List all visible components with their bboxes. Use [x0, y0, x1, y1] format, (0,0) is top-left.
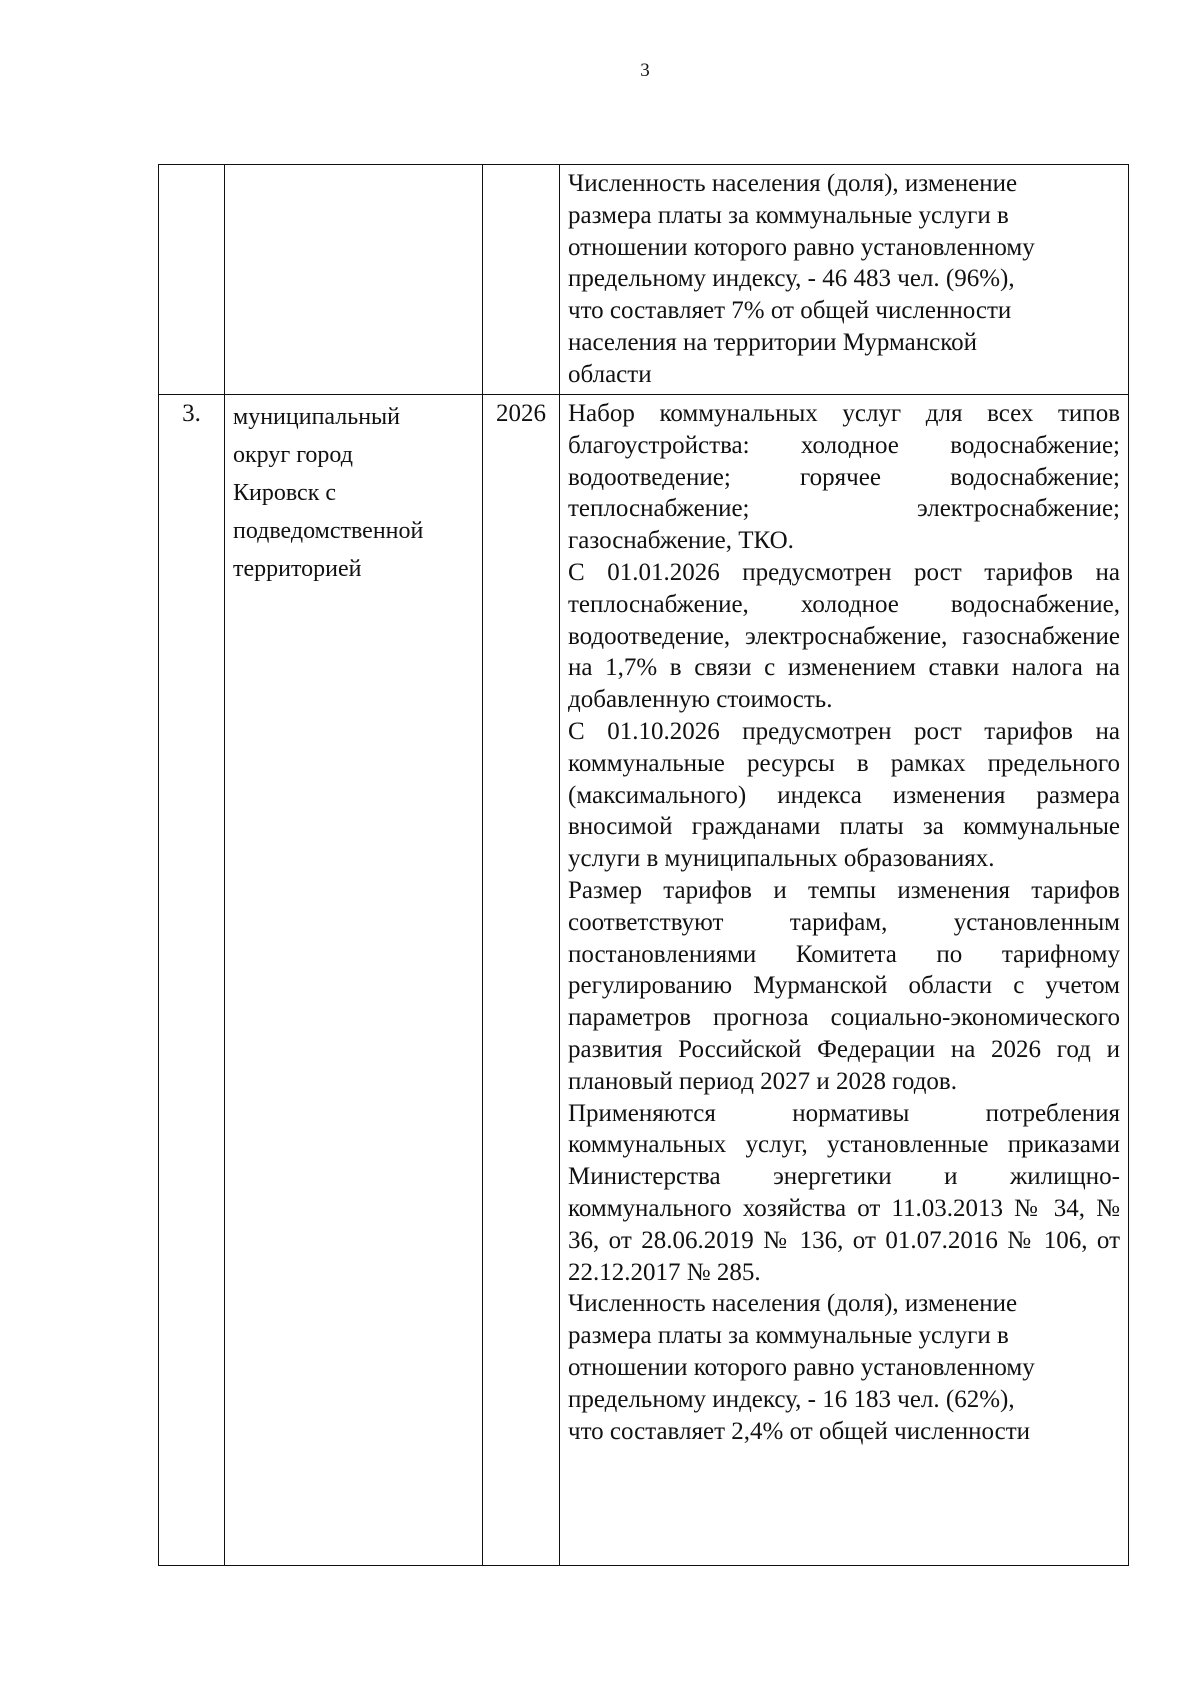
- municipality-name-line: Кировск с: [233, 480, 337, 506]
- description-line: размера платы за коммунальные услуги в: [568, 1322, 1009, 1350]
- description-line: предельному индексу, - 46 483 чел. (96%),: [568, 265, 1015, 293]
- municipality-name-line: округ город: [233, 442, 353, 468]
- page-number: 3: [640, 60, 650, 81]
- row-number: 3.: [159, 395, 225, 1566]
- table-row: [159, 395, 1129, 1566]
- number-cell: [159, 165, 225, 395]
- municipality-name-line: муниципальный: [233, 404, 401, 430]
- description-line: что составляет 7% от общей численности: [568, 297, 1012, 325]
- municipality-cell: [225, 165, 483, 395]
- description-line: что составляет 2,4% от общей численности: [568, 1417, 1031, 1445]
- description-line: размера платы за коммунальные услуги в: [568, 201, 1009, 229]
- municipality-name-line: подведомственной: [233, 518, 424, 544]
- description-line: Численность населения (доля), изменение: [568, 1290, 1018, 1318]
- description-line: отношении которого равно установленному: [568, 1353, 1035, 1381]
- description-line: Численность населения (доля), изменение: [568, 170, 1018, 197]
- description-line: отношении которого равно установленному: [568, 233, 1035, 261]
- description-line: населения на территории Мурманской: [568, 328, 977, 356]
- description-cell: [560, 165, 1129, 395]
- table-row: [159, 165, 1129, 395]
- description-paragraph: Набор коммунальных услуг для всех типов благоустройства: холодное водоснабжение; водоотведение; горячее водоснабжение; теплоснабжение; электроснабжение; газоснабжение, ТКО.: [568, 400, 1120, 555]
- description-line: предельному индексу, - 16 183 чел. (62%),: [568, 1385, 1015, 1413]
- municipality-name: [225, 395, 483, 1566]
- year-value: 2026: [483, 395, 560, 1566]
- description-cell: [560, 395, 1129, 1566]
- description-paragraph: С 01.10.2026 предусмотрен рост тарифов на коммунальные ресурсы в рамках предельного (максимального) индекса изменения размера вносимой гражданами платы за коммунальные услуги в муниципальных образованиях.: [568, 717, 1120, 873]
- data-table: [158, 164, 1129, 1566]
- description-paragraph: Размер тарифов и темпы изменения тарифов соответствуют тарифам, установленным постановлениями Комитета по тарифному регулированию Мурманской области с учетом параметров прогноза социально-экономического развития Российской Федерации на 2026 год и плановый период 2027 и 2028 годов.: [568, 876, 1120, 1095]
- year-cell: [483, 165, 560, 395]
- description-paragraph: С 01.01.2026 предусмотрен рост тарифов на теплоснабжение, холодное водоснабжение, водоотведение, электроснабжение, газоснабжение на 1,7% в связи с изменением ставки налога на добавленную стоимость.: [568, 558, 1120, 714]
- description-paragraph: Применяются нормативы потребления коммунальных услуг, установленные приказами Министерства энергетики и жилищно-коммунального хозяйства от 11.03.2013 № 34, № 36, от 28.06.2019 № 136, от 01.07.2016 № 106, от 22.12.2017 № 285.: [568, 1099, 1120, 1286]
- description-line: области: [568, 360, 652, 388]
- municipality-name-line: территорией: [233, 556, 362, 582]
